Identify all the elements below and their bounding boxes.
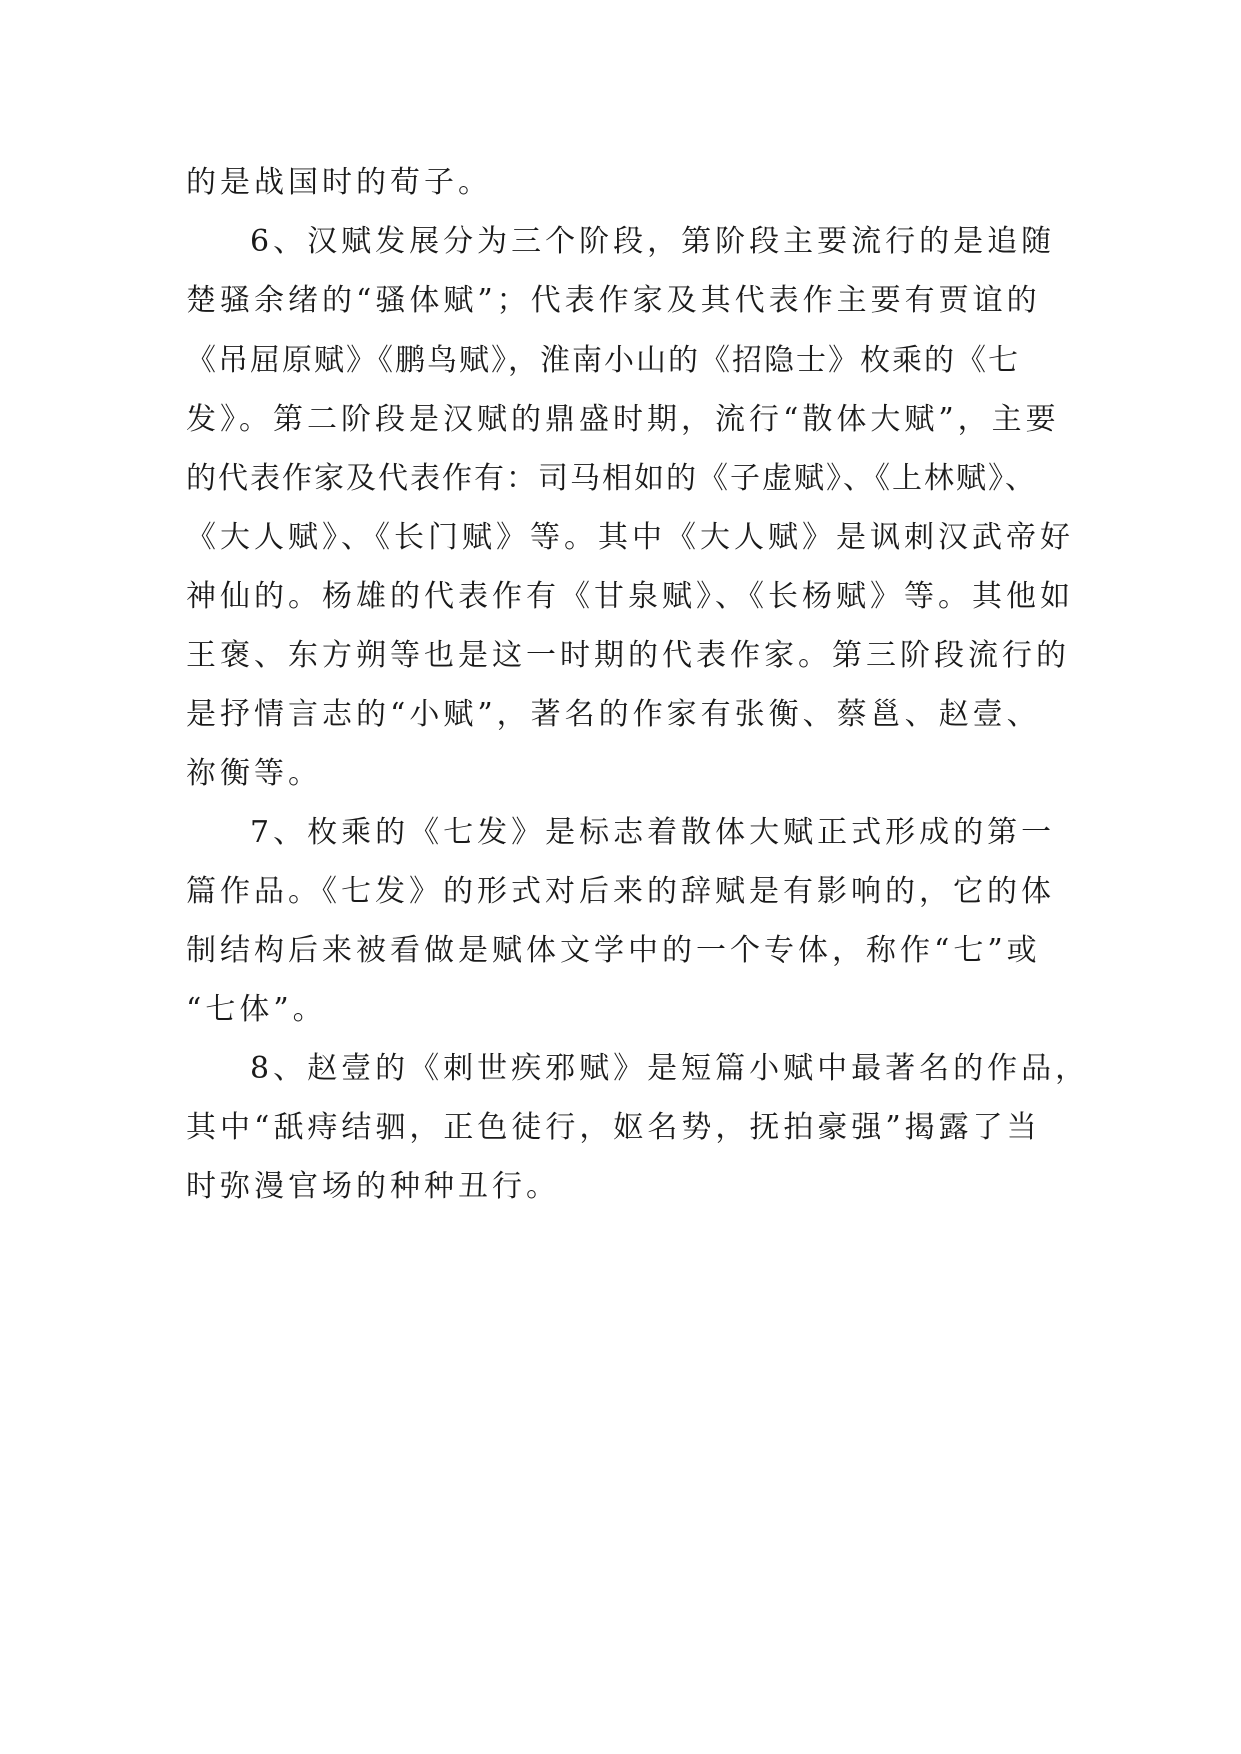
text-line: 《吊屈原赋》《鹏鸟赋》，淮南小山的《招隐士》枚乘的《七 [186, 343, 1020, 378]
text-line: 篇作品。《七发》的形式对后来的辞赋是有影响的，它的体 [186, 874, 1055, 909]
text-line: 时弥漫官场的种种丑行。 [186, 1169, 560, 1204]
text-line: 制结构后来被看做是赋体文学中的一个专体，称作“七”或 [186, 933, 1041, 968]
text-line: 《大人赋》、《长门赋》等。其中《大人赋》是讽刺汉武帝好 [186, 520, 1074, 555]
text-line: 是抒情言志的“小赋”，著名的作家有张衡、蔡邕、赵壹、 [186, 697, 1041, 732]
text-line: 发》。第二阶段是汉赋的鼎盛时期，流行“散体大赋”，主要 [186, 402, 1060, 437]
text-line: 神仙的。杨雄的代表作有《甘泉赋》、《长杨赋》等。其他如 [186, 579, 1074, 614]
text-line: 王褒、东方朔等也是这一时期的代表作家。第三阶段流行的 [186, 638, 1070, 673]
paragraph-7-line: 7、枚乘的《七发》是标志着散体大赋正式形成的第一 [250, 815, 1056, 850]
paragraph-6-line: 6、汉赋发展分为三个阶段，第阶段主要流行的是追随 [250, 224, 1056, 259]
text-line: 楚骚余绪的“骚体赋”；代表作家及其代表作主要有贾谊的 [186, 283, 1041, 318]
text-line: 祢衡等。 [186, 756, 322, 791]
text-line: 的代表作家及代表作有：司马相如的《子虚赋》、《上林赋》、 [186, 461, 1037, 496]
text-line: “七体”。 [186, 992, 327, 1027]
text-line: 的是战国时的荀子。 [186, 165, 492, 200]
paragraph-8-line: 8、赵壹的《刺世疾邪赋》是短篇小赋中最著名的作品， [250, 1051, 1090, 1086]
text-line: 其中“舐痔结驷，正色徒行，妪名势，抚拍豪强”揭露了当 [186, 1110, 1041, 1145]
